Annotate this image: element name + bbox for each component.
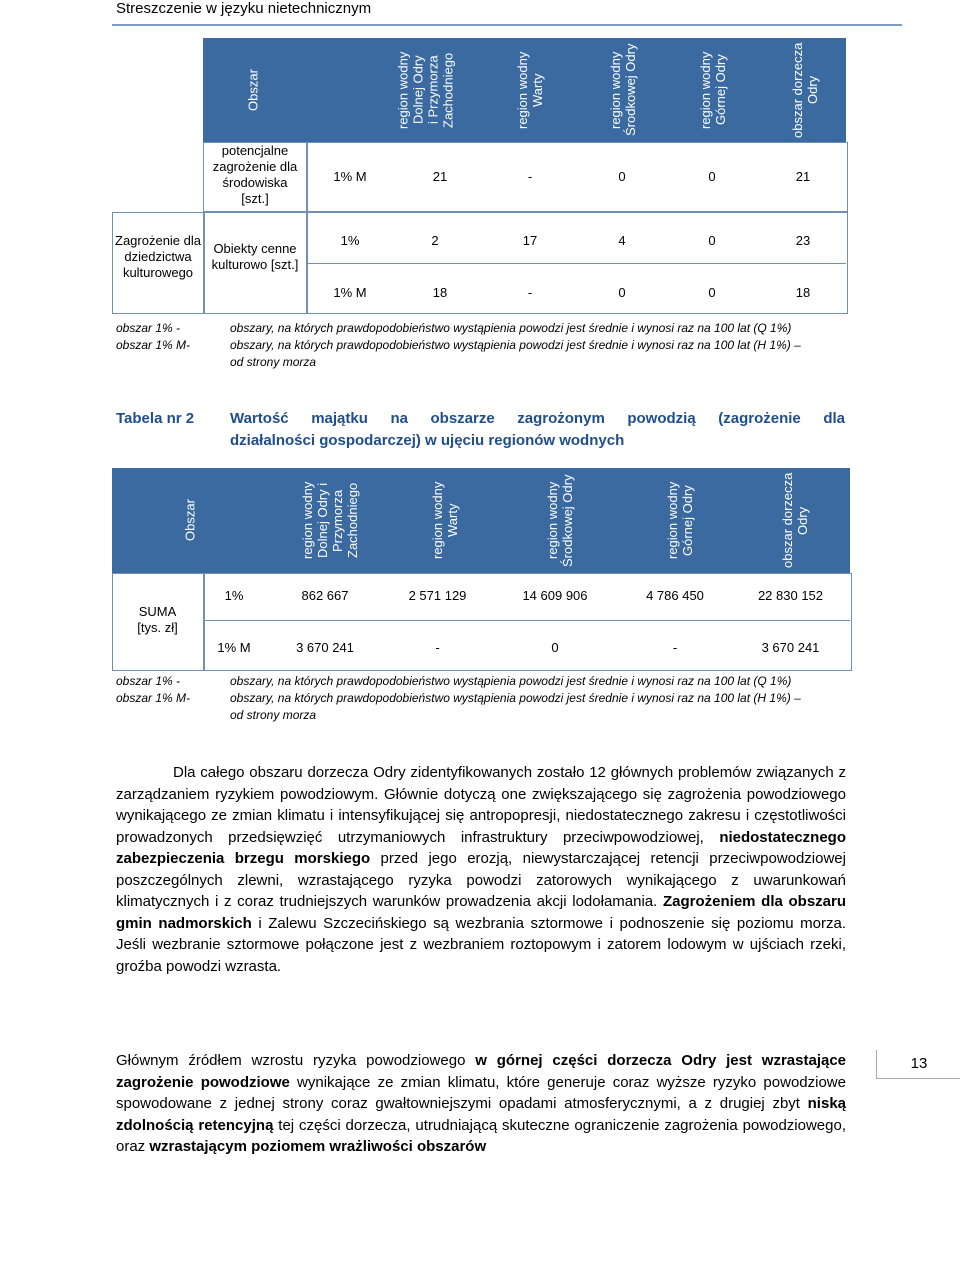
t2-r2-v1: 3 670 241 (296, 640, 354, 655)
t2-r1-scenario: 1% (224, 588, 244, 603)
t2-r1-v3: 14 609 906 (522, 588, 588, 603)
t1-env-v4: 0 (708, 169, 716, 184)
t1-group-label: Zagrożenie dla dziedzictwa kulturowego (115, 233, 201, 280)
t1-cult2-v1: 18 (432, 285, 448, 300)
t1-cult1-v1: 2 (431, 233, 439, 248)
note2-key-2: obszar 1% M- (116, 691, 191, 705)
body-paragraph-2: Głównym źródłem wzrostu ryzyka powodziowego w górnej części dorzecza Odry jest wzrastające zagrożenie powodziowe wynikające ze zmian klimatu, które generuje coraz wyższe ryzyko powodziowe spowodowane z jednej strony coraz gwałtowniejszymi opadami atmosferycznymi, a z drugiej zbyt niską zdolnością retencyjną tej części dorzecza, utrudniającą skuteczne ograniczenie zagrożenia powodziowego, oraz wzrastającym poziomem wrażliwości obszarów (116, 1052, 847, 1155)
t2-col-region-2: region wodny Warty (430, 481, 460, 560)
t1-col-region-1: region wodny Dolnej Odry i Przymorza Zachodniego (395, 51, 456, 129)
table-caption-line-2: działalności gospodarczej) w ujęciu regionów wodnych (230, 432, 625, 449)
t1-cult2-v3: 0 (618, 285, 626, 300)
t1-env-scenario: 1% M (333, 169, 367, 184)
t2-r2-v4: - (672, 640, 678, 655)
t2-row-divider (203, 620, 850, 621)
note2-key-1: obszar 1% - (116, 674, 181, 688)
t1-cult2-v5: 18 (795, 285, 811, 300)
t2-r2-v2: - (435, 640, 440, 655)
t2-r2-v5: 3 670 241 (761, 640, 820, 655)
t1-cult2-v2: - (527, 285, 533, 300)
body-paragraph-1: Dla całego obszaru dorzecza Odry zidentyfikowanych zostało 12 głównych problemów związanych z zarządzaniem ryzykiem powodziowym. Głównie dotyczą one zwiększającego się zagrożenia powodziowego wynikającego ze zmian klimatu i intensyfikującej się antropopresji, niedostatecznego zakresu i częstotliwości prowadzonych przedsięwzięć utrzymaniowych infrastruktury przeciwpowodziowej, niedostatecznego zabezpieczenia brzegu morskiego przed jego erozją, niewystarczającej retencji przeciwpowodziowej poszczególnych zlewni, wzrastającego ryzyka powodzi zatorowych wynikającego z uwarunkowań klimatycznych i z coraz trudniejszych warunków prowadzenia akcji lodołamania. Zagrożeniem dla obszaru gmin nadmorskich i Zalewu Szczecińskiego są wezbrania sztormowe i podnoszenie się poziomu morza. Jeśli wezbranie sztormowe połączone jest z wezbraniem roztopowym i zatorem lodowym w ujściach rzeki, groźba powodzi wzrasta. (116, 764, 847, 975)
t1-cult2-scenario: 1% M (333, 285, 367, 300)
t2-col-region-5: obszar dorzecza Odry (780, 472, 810, 569)
page-number: 13 (876, 1050, 960, 1079)
t2-col-region-1: region wodny Dolnej Odry i Przymorza Zachodniego (300, 481, 360, 560)
note1-val-2: obszary, na których prawdopodobieństwo wystąpienia powodzi jest średnie i wynosi raz na 100 lat (H 1%) – (230, 338, 801, 352)
note2-val-1: obszary, na których prawdopodobieństwo wystąpienia powodzi jest średnie i wynosi raz na 100 lat (Q 1%) (230, 674, 792, 688)
t2-r1-v1: 862 667 (301, 588, 349, 603)
t2-col-area: Obszar (182, 499, 198, 542)
t1-cult1-v2: 17 (522, 233, 538, 248)
note2-val-3: od strony morza (230, 708, 317, 722)
t1-cult1-v3: 4 (618, 233, 626, 248)
t1-env-v5: 21 (795, 169, 811, 184)
t2-r2-v3: 0 (551, 640, 559, 655)
page-header: Streszczenie w języku nietechnicznym (116, 0, 372, 17)
table-caption-line-1: Wartość majątku na obszarze zagrożonym powodzią (zagrożenie dla (230, 410, 845, 427)
note1-val-1: obszary, na których prawdopodobieństwo wystąpienia powodzi jest średnie i wynosi raz na 100 lat (Q 1%) (230, 321, 792, 335)
t1-col-region-2: region wodny Warty (515, 51, 545, 129)
t1-env-values-cell (306, 142, 848, 212)
t1-env-v1: 21 (432, 169, 448, 184)
t2-col-region-4: region wodny Górnej Odry (665, 481, 695, 560)
t1-col-area: Obszar (245, 69, 261, 111)
t1-env-v2: - (527, 169, 533, 184)
t1-cult1-v5: 23 (795, 233, 811, 248)
table-2-header-band (112, 468, 850, 573)
t2-sum-label-1: SUMA (138, 604, 177, 619)
t2-r1-v5: 22 830 152 (757, 588, 824, 603)
t2-r1-v4: 4 786 450 (646, 588, 704, 603)
t2-r1-v2: 2 571 129 (408, 588, 467, 603)
t1-col-region-3: region wodny Środkowej Odry (608, 43, 638, 137)
t2-col-region-3: region wodny Środkowej Odry (545, 474, 575, 567)
t1-col-region-5: obszar dorzecza Odry (790, 42, 820, 138)
header-rule (112, 24, 902, 26)
t2-r2-scenario: 1% M (217, 640, 251, 655)
table-caption-label: Tabela nr 2 (116, 410, 195, 427)
t1-env-label: potencjalne zagrożenie dla środowiska [szt.] (212, 143, 298, 206)
t1-env-v3: 0 (618, 169, 626, 184)
t1-cult1-scenario: 1% (340, 233, 360, 248)
note1-key-2: obszar 1% M- (116, 338, 191, 352)
t1-col-region-4: region wodny Górnej Odry (698, 51, 728, 129)
t1-cult2-v4: 0 (708, 285, 716, 300)
t2-sum-label-2: [tys. zł] (137, 620, 178, 635)
t1-cult-label: Obiekty cenne kulturowo [szt.] (211, 241, 299, 272)
note2-val-2: obszary, na których prawdopodobieństwo wystąpienia powodzi jest średnie i wynosi raz na 100 lat (H 1%) – (230, 691, 801, 705)
t1-cult1-v4: 0 (708, 233, 716, 248)
t1-cult-divider (306, 263, 846, 264)
note1-key-1: obszar 1% - (116, 321, 181, 335)
note1-val-3: od strony morza (230, 355, 317, 369)
